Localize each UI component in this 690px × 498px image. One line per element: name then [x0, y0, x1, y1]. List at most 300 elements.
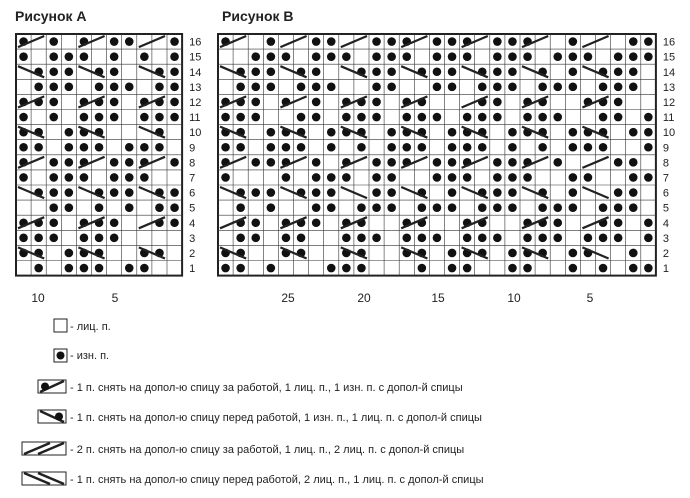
- chart-b-purl-dot: [312, 188, 321, 197]
- chart-b-purl-dot: [508, 52, 517, 61]
- chart-b-purl-dot: [433, 234, 442, 243]
- chart-b-purl-dot: [433, 52, 442, 61]
- chart-b-purl-dot: [553, 158, 562, 167]
- chart-b-purl-dot: [387, 52, 396, 61]
- chart-a-purl-dot: [95, 113, 104, 122]
- chart-a-row-label: 15: [189, 51, 202, 64]
- chart-b-purl-dot: [493, 234, 502, 243]
- chart-b-row-label: 2: [662, 247, 670, 260]
- chart-b-purl-dot: [493, 52, 502, 61]
- chart-b-purl-dot: [357, 264, 366, 273]
- chart-b-purl-dot: [327, 203, 336, 212]
- chart-b-purl-dot: [267, 67, 276, 76]
- chart-b-purl-dot: [584, 143, 593, 152]
- chart-a-purl-dot: [65, 249, 74, 258]
- chart-b-col-label: 15: [431, 291, 445, 305]
- chart-b-row-label: 11: [662, 112, 675, 125]
- chart-b-purl-dot: [267, 143, 276, 152]
- chart-b-purl-dot: [387, 128, 396, 137]
- chart-b-purl-dot: [629, 249, 638, 258]
- chart-b-purl-dot: [614, 67, 623, 76]
- chart-b-purl-dot: [342, 234, 351, 243]
- chart-b-purl-dot: [297, 113, 306, 122]
- chart-b-purl-dot: [493, 158, 502, 167]
- chart-b-purl-dot: [599, 143, 608, 152]
- chart-a-purl-dot: [95, 203, 104, 212]
- chart-b-purl-dot: [267, 83, 276, 92]
- chart-b-purl-dot: [448, 188, 457, 197]
- chart-b-purl-dot: [267, 128, 276, 137]
- chart-a-purl-dot: [170, 52, 179, 61]
- chart-a-purl-dot: [65, 188, 74, 197]
- chart-b-purl-dot: [614, 83, 623, 92]
- chart-a-purl-dot: [65, 67, 74, 76]
- chart-b-purl-dot: [478, 203, 487, 212]
- chart-a-purl-dot: [110, 188, 119, 197]
- chart-b-purl-dot: [282, 143, 291, 152]
- chart-b-row-label: 10: [662, 127, 676, 140]
- chart-b-row-label: 7: [662, 172, 670, 185]
- chart-b-purl-dot: [553, 218, 562, 227]
- chart-b-purl-dot: [433, 113, 442, 122]
- chart-b-purl-dot: [418, 143, 427, 152]
- chart-a-purl-dot: [170, 158, 179, 167]
- chart-b-purl-dot: [569, 264, 578, 273]
- chart-a-purl-dot: [95, 143, 104, 152]
- chart-b-row-label: 5: [662, 202, 670, 215]
- chart-b-purl-dot: [569, 83, 578, 92]
- chart-b-purl-dot: [599, 113, 608, 122]
- chart-b-purl-dot: [251, 188, 260, 197]
- chart-b-purl-dot: [312, 52, 321, 61]
- chart-b-purl-dot: [463, 173, 472, 182]
- chart-b-purl-dot: [538, 234, 547, 243]
- chart-b-purl-dot: [448, 128, 457, 137]
- chart-b-purl-dot: [221, 264, 230, 273]
- chart-b-purl-dot: [523, 264, 532, 273]
- chart-b-purl-dot: [418, 113, 427, 122]
- chart-a-row-label: 3: [189, 232, 196, 245]
- chart-b-purl-dot: [312, 158, 321, 167]
- chart-a-purl-dot: [110, 52, 119, 61]
- chart-b-purl-dot: [433, 37, 442, 46]
- chart-b-row-label: 3: [662, 232, 670, 245]
- chart-b-purl-dot: [387, 67, 396, 76]
- chart-b-purl-dot: [267, 52, 276, 61]
- chart-b-purl-dot: [644, 143, 653, 152]
- chart-b-row-label: 4: [662, 217, 670, 230]
- chart-b-purl-dot: [221, 113, 230, 122]
- chart-b-purl-dot: [433, 158, 442, 167]
- chart-b-purl-dot: [418, 264, 427, 273]
- chart-b-purl-dot: [508, 249, 517, 258]
- chart-b-purl-dot: [614, 98, 623, 107]
- chart-b-col-label: 10: [507, 291, 521, 305]
- chart-a-purl-dot: [49, 98, 58, 107]
- chart-b-purl-dot: [553, 52, 562, 61]
- chart-b-purl-dot: [644, 234, 653, 243]
- chart-a-purl-dot: [49, 203, 58, 212]
- chart-b-purl-dot: [569, 52, 578, 61]
- chart-a-col-label: 10: [31, 291, 45, 305]
- chart-b-row-label: 16: [662, 36, 676, 49]
- chart-b-purl-dot: [357, 113, 366, 122]
- chart-a-title: Рисунок А: [15, 8, 87, 24]
- chart-b-purl-dot: [433, 67, 442, 76]
- chart-b-purl-dot: [599, 264, 608, 273]
- chart-b-purl-dot: [493, 98, 502, 107]
- chart-b-purl-dot: [448, 52, 457, 61]
- chart-b-col-label: 5: [586, 291, 594, 305]
- chart-b-purl-dot: [221, 143, 230, 152]
- chart-a-purl-dot: [34, 143, 43, 152]
- chart-a-row-label: 2: [189, 247, 196, 260]
- chart-a-purl-dot: [155, 203, 164, 212]
- chart-b-purl-dot: [372, 67, 381, 76]
- chart-b-purl-dot: [614, 234, 623, 243]
- chart-b-purl-dot: [629, 52, 638, 61]
- chart-b-purl-dot: [312, 203, 321, 212]
- chart-b-purl-dot: [523, 52, 532, 61]
- chart-b-purl-dot: [342, 264, 351, 273]
- chart-b-purl-dot: [553, 113, 562, 122]
- chart-b-row-label: 9: [662, 142, 670, 155]
- chart-b-purl-dot: [553, 203, 562, 212]
- chart-b-purl-dot: [387, 158, 396, 167]
- chart-b-purl-dot: [372, 83, 381, 92]
- chart-a-purl-dot: [110, 37, 119, 46]
- chart-b-purl-dot: [433, 203, 442, 212]
- chart-b-col-label: 25: [281, 291, 295, 305]
- chart-a-purl-dot: [170, 98, 179, 107]
- chart-b-purl-dot: [569, 67, 578, 76]
- chart-a-purl-dot: [170, 113, 179, 122]
- chart-b-purl-dot: [614, 52, 623, 61]
- chart-a-purl-dot: [140, 143, 149, 152]
- chart-b-purl-dot: [282, 52, 291, 61]
- chart-b-purl-dot: [433, 173, 442, 182]
- chart-b-purl-dot: [478, 83, 487, 92]
- chart-a-purl-dot: [80, 264, 89, 273]
- chart-b-purl-dot: [312, 173, 321, 182]
- chart-b-purl-dot: [599, 234, 608, 243]
- chart-a-purl-dot: [19, 143, 28, 152]
- chart-b-purl-dot: [493, 83, 502, 92]
- chart-b-purl-dot: [327, 83, 336, 92]
- chart-a-purl-dot: [140, 52, 149, 61]
- chart-b-purl-dot: [327, 52, 336, 61]
- chart-b-purl-dot: [644, 264, 653, 273]
- chart-b-purl-dot: [508, 83, 517, 92]
- chart-b-purl-dot: [236, 143, 245, 152]
- chart-b-row-label: 14: [662, 66, 676, 79]
- chart-b-purl-dot: [327, 37, 336, 46]
- chart-b-purl-dot: [569, 188, 578, 197]
- chart-a-purl-dot: [80, 234, 89, 243]
- chart-b-purl-dot: [282, 173, 291, 182]
- chart-b-purl-dot: [538, 203, 547, 212]
- chart-b-purl-dot: [644, 218, 653, 227]
- chart-a-purl-dot: [49, 234, 58, 243]
- chart-b-purl-dot: [614, 203, 623, 212]
- chart-b-purl-dot: [236, 264, 245, 273]
- chart-a-purl-dot: [110, 158, 119, 167]
- chart-a-purl-dot: [140, 264, 149, 273]
- chart-a-purl-dot: [125, 143, 134, 152]
- chart-b-purl-dot: [251, 113, 260, 122]
- chart-b-purl-dot: [372, 188, 381, 197]
- chart-a-row-label: 6: [189, 187, 196, 200]
- chart-b-purl-dot: [267, 158, 276, 167]
- chart-a-purl-dot: [49, 113, 58, 122]
- chart-a-row-label: 12: [189, 96, 202, 109]
- chart-a-purl-dot: [49, 67, 58, 76]
- chart-b-purl-dot: [493, 188, 502, 197]
- chart-b-purl-dot: [387, 173, 396, 182]
- chart-a-row-label: 7: [189, 172, 196, 185]
- chart-a-purl-dot: [65, 173, 74, 182]
- legend-cross-back-purl-dot: [41, 383, 49, 391]
- chart-a-row-label: 13: [189, 81, 202, 94]
- chart-b-purl-dot: [418, 203, 427, 212]
- chart-b-purl-dot: [387, 203, 396, 212]
- chart-b-purl-dot: [629, 188, 638, 197]
- chart-b-purl-dot: [614, 188, 623, 197]
- chart-b-purl-dot: [372, 113, 381, 122]
- chart-a-purl-dot: [125, 158, 134, 167]
- chart-b-purl-dot: [493, 113, 502, 122]
- chart-b-purl-dot: [478, 234, 487, 243]
- chart-a-purl-dot: [49, 83, 58, 92]
- chart-b-purl-dot: [251, 83, 260, 92]
- chart-b-purl-dot: [569, 128, 578, 137]
- chart-a-purl-dot: [110, 98, 119, 107]
- chart-b-purl-dot: [372, 173, 381, 182]
- chart-b-purl-dot: [569, 249, 578, 258]
- chart-b-purl-dot: [402, 234, 411, 243]
- chart-a-purl-dot: [155, 113, 164, 122]
- chart-b-purl-dot: [508, 173, 517, 182]
- chart-b-row-label: 6: [662, 187, 670, 200]
- chart-b-purl-dot: [236, 113, 245, 122]
- chart-b-purl-dot: [523, 234, 532, 243]
- chart-a-purl-dot: [125, 188, 134, 197]
- chart-b-row-label: 15: [662, 51, 676, 64]
- chart-a-purl-dot: [49, 158, 58, 167]
- chart-b-purl-dot: [448, 37, 457, 46]
- chart-a-purl-dot: [110, 234, 119, 243]
- chart-b-purl-dot: [327, 188, 336, 197]
- chart-b-purl-dot: [493, 67, 502, 76]
- chart-b-purl-dot: [312, 98, 321, 107]
- legend-purl-dot: [57, 352, 65, 360]
- chart-b-purl-dot: [569, 37, 578, 46]
- chart-a-row-label: 1: [189, 263, 196, 276]
- chart-b-purl-dot: [553, 234, 562, 243]
- chart-a-row-label: 14: [189, 66, 202, 79]
- chart-a-purl-dot: [49, 52, 58, 61]
- chart-b-purl-dot: [448, 67, 457, 76]
- chart-b-purl-dot: [267, 264, 276, 273]
- chart-b-purl-dot: [508, 158, 517, 167]
- chart-b-purl-dot: [508, 264, 517, 273]
- chart-b-purl-dot: [629, 158, 638, 167]
- chart-b-purl-dot: [448, 203, 457, 212]
- chart-b-purl-dot: [402, 52, 411, 61]
- chart-b-col-label: 20: [357, 291, 371, 305]
- chart-b-purl-dot: [251, 98, 260, 107]
- chart-b-purl-dot: [282, 234, 291, 243]
- chart-a-purl-dot: [65, 203, 74, 212]
- chart-b-purl-dot: [402, 113, 411, 122]
- chart-b-purl-dot: [312, 113, 321, 122]
- chart-b-row-label: 1: [662, 263, 670, 276]
- chart-a-purl-dot: [19, 113, 28, 122]
- legend-cross-front-knit-label: - 1 п. снять на допол-ю спицу перед работой, 2 лиц. п., 1 лиц. п. с допол-й спицы: [70, 474, 484, 486]
- chart-a-purl-dot: [95, 264, 104, 273]
- chart-b-purl-dot: [614, 158, 623, 167]
- chart-a-purl-dot: [125, 203, 134, 212]
- chart-b-purl-dot: [372, 203, 381, 212]
- legend-knit-symbol: [54, 319, 67, 332]
- chart-a-purl-dot: [170, 67, 179, 76]
- chart-a-purl-dot: [155, 83, 164, 92]
- chart-a-purl-dot: [19, 52, 28, 61]
- chart-b-purl-dot: [372, 234, 381, 243]
- legend-cross-front-purl-label: - 1 п. снять на допол-ю спицу перед работой, 1 изн. п., 1 лиц. п. с допол-й спицы: [70, 412, 482, 424]
- chart-b-purl-dot: [523, 113, 532, 122]
- chart-a-purl-dot: [170, 37, 179, 46]
- chart-b-purl-dot: [312, 218, 321, 227]
- chart-b-purl-dot: [342, 173, 351, 182]
- chart-a-purl-dot: [80, 143, 89, 152]
- chart-b-purl-dot: [357, 234, 366, 243]
- chart-a-purl-dot: [65, 143, 74, 152]
- chart-b-purl-dot: [629, 128, 638, 137]
- chart-b-purl-dot: [387, 37, 396, 46]
- chart-b-purl-dot: [221, 173, 230, 182]
- chart-b-purl-dot: [312, 83, 321, 92]
- chart-b-purl-dot: [236, 234, 245, 243]
- chart-a-purl-dot: [65, 128, 74, 137]
- chart-b-purl-dot: [387, 143, 396, 152]
- chart-b-purl-dot: [599, 83, 608, 92]
- chart-a-purl-dot: [49, 188, 58, 197]
- chart-b-purl-dot: [251, 158, 260, 167]
- chart-b-purl-dot: [342, 113, 351, 122]
- chart-b-purl-dot: [312, 67, 321, 76]
- chart-b-purl-dot: [463, 143, 472, 152]
- chart-a-purl-dot: [170, 83, 179, 92]
- chart-b-purl-dot: [372, 52, 381, 61]
- chart-b-purl-dot: [644, 37, 653, 46]
- chart-b-purl-dot: [251, 218, 260, 227]
- chart-b-purl-dot: [387, 83, 396, 92]
- chart-a-purl-dot: [34, 264, 43, 273]
- chart-b-purl-dot: [644, 128, 653, 137]
- chart-b-purl-dot: [327, 128, 336, 137]
- chart-b-purl-dot: [251, 52, 260, 61]
- chart-b-purl-dot: [584, 52, 593, 61]
- chart-b-purl-dot: [569, 203, 578, 212]
- chart-a-purl-dot: [80, 173, 89, 182]
- chart-a-row-label: 10: [189, 127, 202, 140]
- chart-b-purl-dot: [327, 173, 336, 182]
- chart-b-purl-dot: [538, 113, 547, 122]
- chart-b-purl-dot: [614, 113, 623, 122]
- chart-b-purl-dot: [402, 143, 411, 152]
- chart-a-purl-dot: [110, 173, 119, 182]
- chart-b-purl-dot: [372, 37, 381, 46]
- chart-a-purl-dot: [65, 158, 74, 167]
- chart-b-purl-dot: [342, 52, 351, 61]
- chart-b-purl-dot: [448, 264, 457, 273]
- chart-b-purl-dot: [629, 83, 638, 92]
- chart-a-purl-dot: [49, 173, 58, 182]
- legend-cross-front-purl-dot: [55, 413, 63, 421]
- chart-b-purl-dot: [448, 158, 457, 167]
- chart-b-purl-dot: [463, 113, 472, 122]
- chart-b-purl-dot: [448, 83, 457, 92]
- chart-b-purl-dot: [372, 158, 381, 167]
- chart-b-purl-dot: [433, 83, 442, 92]
- chart-b-purl-dot: [478, 113, 487, 122]
- chart-a-purl-dot: [95, 83, 104, 92]
- chart-a-purl-dot: [19, 234, 28, 243]
- chart-b-purl-dot: [297, 143, 306, 152]
- chart-b-purl-dot: [493, 203, 502, 212]
- chart-a-purl-dot: [19, 173, 28, 182]
- chart-b-purl-dot: [493, 37, 502, 46]
- chart-b-purl-dot: [508, 37, 517, 46]
- chart-a-row-label: 5: [189, 202, 196, 215]
- chart-b-purl-dot: [553, 83, 562, 92]
- chart-b-purl-dot: [629, 203, 638, 212]
- chart-a-row-label: 11: [189, 112, 201, 125]
- legend-cross-back-knit-label: - 2 п. снять на допол-ю спицу за работой, 1 лиц. п., 2 лиц. п. с допол-й спицы: [70, 444, 465, 456]
- chart-b-purl-dot: [372, 98, 381, 107]
- legend-knit-label: - лиц. п.: [70, 321, 111, 333]
- chart-b-purl-dot: [267, 37, 276, 46]
- chart-a-purl-dot: [155, 143, 164, 152]
- chart-b-purl-dot: [584, 234, 593, 243]
- chart-a-purl-dot: [140, 113, 149, 122]
- chart-b-purl-dot: [312, 37, 321, 46]
- chart-b-purl-dot: [463, 234, 472, 243]
- chart-b-purl-dot: [629, 37, 638, 46]
- chart-a-purl-dot: [125, 173, 134, 182]
- chart-a-row-label: 4: [189, 217, 196, 230]
- chart-a-purl-dot: [170, 203, 179, 212]
- chart-b-purl-dot: [267, 188, 276, 197]
- chart-a-row-label: 16: [189, 36, 202, 49]
- chart-b-purl-dot: [327, 143, 336, 152]
- chart-b-purl-dot: [297, 83, 306, 92]
- chart-b-purl-dot: [448, 249, 457, 258]
- chart-b-purl-dot: [629, 173, 638, 182]
- chart-a-purl-dot: [110, 67, 119, 76]
- chart-a-purl-dot: [170, 188, 179, 197]
- chart-a-purl-dot: [34, 234, 43, 243]
- chart-b-purl-dot: [569, 143, 578, 152]
- chart-a-purl-dot: [110, 83, 119, 92]
- chart-b-purl-dot: [508, 188, 517, 197]
- chart-a-col-label: 5: [111, 291, 119, 305]
- chart-b-purl-dot: [387, 188, 396, 197]
- chart-b-purl-dot: [297, 234, 306, 243]
- chart-a-purl-dot: [125, 37, 134, 46]
- chart-b-purl-dot: [644, 52, 653, 61]
